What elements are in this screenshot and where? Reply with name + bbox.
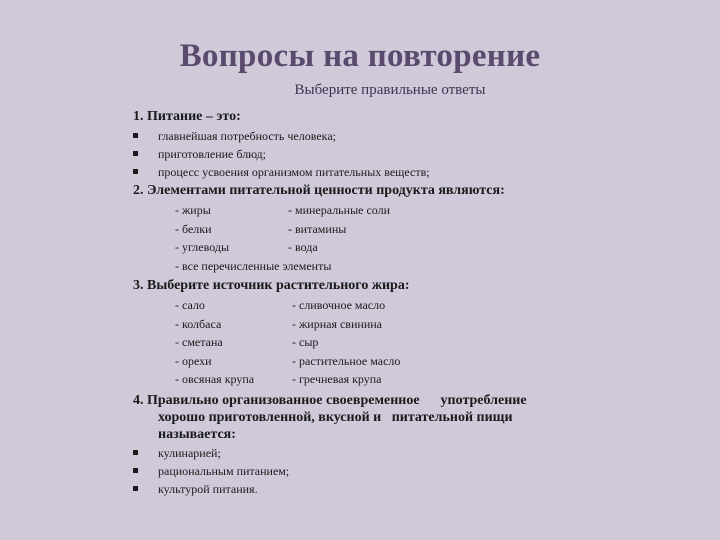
option-text: процесс усвоения организмом питательных веществ;	[158, 165, 430, 179]
option-right: - растительное масло	[292, 353, 401, 368]
option-left: - углеводы	[175, 240, 230, 254]
question-1: 1. Питание – это:	[133, 109, 241, 124]
option-right: - сыр	[292, 335, 319, 349]
question-4-line: 4. Правильно организованное своевременное употребление	[133, 393, 527, 408]
question-4	[133, 392, 527, 443]
option-left: - орехи	[175, 353, 212, 368]
square-bullet-icon	[133, 151, 138, 156]
square-bullet-icon	[133, 486, 138, 491]
option-left: - овсяная крупа	[175, 372, 255, 386]
slide-subtitle: Выберите правильные ответы	[294, 82, 486, 98]
option-right: - сливочное масло	[292, 298, 386, 312]
option-right: - жирная свинина	[292, 316, 382, 331]
option-left: - колбаса	[175, 316, 222, 331]
option-right: - витамины	[288, 221, 347, 236]
square-bullet-icon	[133, 450, 138, 455]
square-bullet-icon	[133, 468, 138, 473]
option-right: - вода	[288, 240, 318, 254]
option-text: культурой питания.	[158, 482, 258, 496]
option-text: приготовление блюд;	[158, 147, 266, 161]
option-right: - минеральные соли	[288, 203, 391, 217]
square-bullet-icon	[133, 133, 138, 138]
square-bullet-icon	[133, 169, 138, 174]
option-text: главнейшая потребность человека;	[158, 129, 336, 143]
option-text: кулинарией;	[158, 446, 221, 460]
option-left: - сало	[175, 298, 205, 312]
question-3: 3. Выберите источник растительного жира:	[133, 278, 410, 293]
slide-title: Вопросы на повторение	[179, 38, 541, 74]
question-4-line: называется:	[158, 427, 236, 442]
option-left: - жиры	[175, 203, 211, 217]
option-left: - белки	[175, 221, 212, 236]
question-2: 2. Элементами питательной ценности продукта являются:	[133, 183, 505, 198]
option-left: - все перечисленные элементы	[175, 258, 332, 273]
option-left: - сметана	[175, 335, 223, 349]
option-right: - гречневая крупа	[292, 372, 382, 386]
option-text: рациональным питанием;	[158, 464, 290, 478]
question-4-line: хорошо приготовленной, вкусной и питательной пищи	[158, 410, 513, 425]
